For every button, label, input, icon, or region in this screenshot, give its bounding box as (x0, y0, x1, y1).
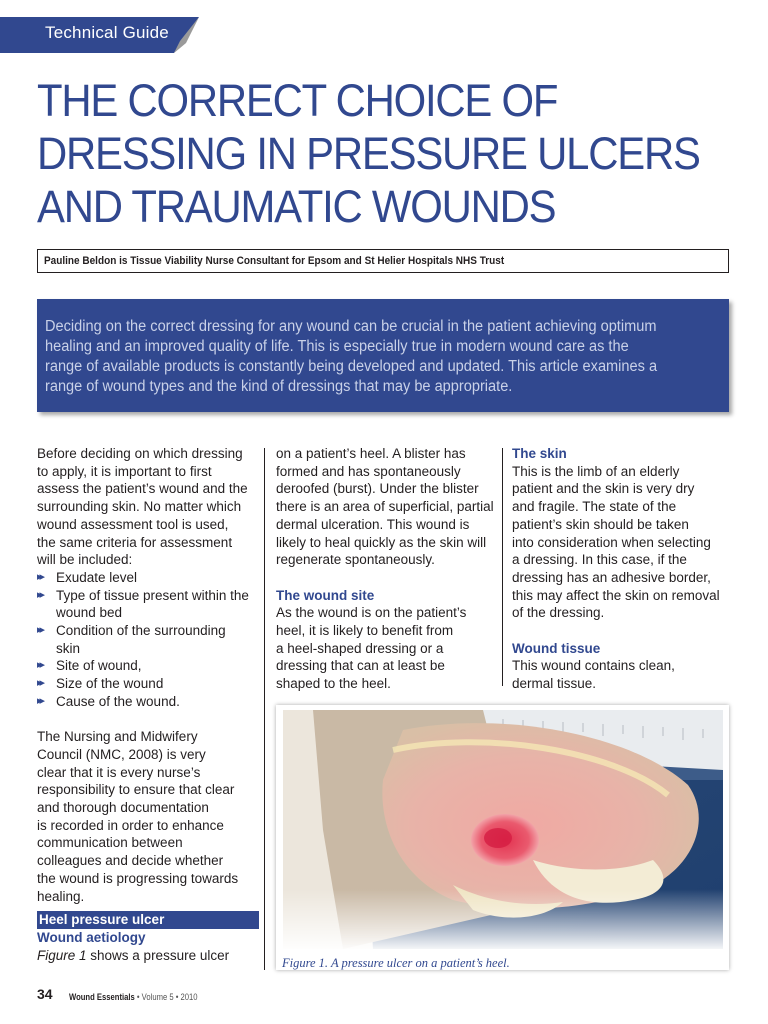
text-line: on a patient’s heel. A blister has (276, 446, 466, 461)
text-line: shaped to the heel. (276, 676, 391, 692)
list-item-text: Size of the wound (56, 676, 164, 692)
list-item-text: Exudate level (56, 569, 138, 585)
list-item-text: wound bed (56, 605, 123, 621)
text-line: dermal tissue. (512, 676, 597, 692)
publication-info (69, 992, 198, 1002)
section-tab (0, 17, 199, 53)
text-line: formed and has spontaneously (276, 463, 461, 479)
title-line: THE CORRECT CHOICE OF (37, 75, 558, 126)
list-item-text: Condition of the surrounding (56, 623, 226, 639)
title-line: AND TRAUMATIC WOUNDS (37, 181, 556, 232)
text-line: dermal ulceration. This wound is (276, 516, 470, 532)
text-line: there is an area of superficial, partial (276, 499, 494, 515)
text-line: As the wound is on the patient’s (276, 605, 467, 621)
text-line: dressing has an adhesive border, (512, 569, 711, 585)
list-item-text: skin (56, 640, 81, 656)
figure-reference: Figure 1 (37, 947, 87, 963)
subheading: The skin (512, 446, 567, 461)
article-title (37, 74, 707, 233)
section-tab-label: Technical Guide (45, 23, 169, 42)
text-line: clear that it is every nurse’s (37, 764, 201, 780)
text-fragment: shows a pressure ulcer (86, 947, 230, 963)
text-line: is recorded in order to enhance (37, 817, 224, 833)
subheading: Wound aetiology (37, 929, 146, 945)
text-line: patient’s skin should be taken (512, 516, 689, 532)
intro-panel (37, 299, 729, 412)
text-line: of the dressing. (512, 605, 605, 621)
subheading: The wound site (276, 587, 375, 603)
text-line (37, 947, 259, 965)
paragraph (512, 463, 734, 622)
page-number: 34 (37, 986, 53, 1002)
title-line: DRESSING IN PRESSURE ULCERS (37, 128, 700, 179)
list-item (37, 622, 259, 657)
list-item (37, 675, 259, 693)
figure-caption: Figure 1. A pressure ulcer on a patient’s heel. (282, 956, 510, 970)
text-line: This wound contains clean, (512, 658, 675, 674)
list-item (37, 587, 259, 622)
list-item-text: Type of tissue present within the (56, 587, 249, 603)
list-item-text: Site of wound, (56, 658, 142, 674)
text-line: will be included: (37, 552, 133, 568)
text-line: to apply, it is important to first (37, 463, 212, 479)
intro-line: range of wound types and the kind of dressings that may be appropriate. (45, 378, 513, 395)
author-box (37, 249, 729, 273)
list-item (37, 693, 259, 711)
text-line: surrounding skin. No matter which (37, 499, 242, 515)
intro-text (45, 317, 722, 397)
column-1 (37, 445, 259, 964)
issue-details: • Volume 5 • 2010 (134, 992, 198, 1002)
page-curl-icon (174, 17, 199, 53)
text-line: colleagues and decide whether (37, 853, 224, 869)
heel-ulcer-photo (283, 710, 723, 949)
paragraph (37, 728, 259, 905)
text-line: The Nursing and Midwifery (37, 729, 198, 745)
text-line: this may affect the skin on removal (512, 587, 720, 603)
text-line: a heel-shaped dressing or a (276, 640, 444, 656)
intro-line: range of available products is constantly being developed and updated. This article examines a (45, 358, 658, 375)
text-line: healing. (37, 888, 85, 904)
column-divider (502, 448, 503, 686)
text-line: and fragile. The state of the (512, 499, 677, 515)
column-3 (512, 445, 734, 693)
text-line: Council (NMC, 2008) is very (37, 746, 206, 762)
text-line: the wound is progressing towards (37, 870, 239, 886)
text-line: into consideration when selecting (512, 534, 711, 550)
paragraph (37, 445, 259, 569)
publication-name: Wound Essentials (69, 992, 135, 1002)
author-line: Pauline Beldon is Tissue Viability Nurse Consultant for Epsom and St Helier Hospitals NHS Trust (44, 255, 505, 267)
text-line: communication between (37, 835, 183, 851)
spacer (276, 569, 498, 587)
text-line: the same criteria for assessment (37, 534, 233, 550)
text-line: a dressing. In this case, if the (512, 552, 687, 568)
paragraph (276, 604, 498, 693)
list-item (37, 657, 259, 675)
text-line: and thorough documentation (37, 800, 209, 816)
text-line: dressing that can at least be (276, 658, 445, 674)
intro-line: Deciding on the correct dressing for any wound can be crucial in the patient achieving optimum (45, 318, 657, 335)
subheading: Wound tissue (512, 640, 601, 656)
text-line: deroofed (burst). Under the blister (276, 481, 479, 497)
list-item (37, 569, 259, 587)
figure-1 (276, 705, 729, 970)
assessment-criteria-list (37, 569, 259, 711)
text-line: wound assessment tool is used, (37, 516, 229, 532)
column-divider (264, 448, 265, 970)
text-line: This is the limb of an elderly (512, 463, 680, 479)
paragraph (276, 445, 498, 569)
text-line: regenerate spontaneously. (276, 552, 435, 568)
column-2 (276, 445, 498, 693)
spacer (37, 711, 259, 729)
text-line: Before deciding on which dressing (37, 446, 243, 461)
text-line: likely to heal quickly as the skin will (276, 534, 487, 550)
text-line: responsibility to ensure that clear (37, 782, 235, 798)
spacer (512, 622, 734, 640)
text-line: heel, it is likely to benefit from (276, 623, 454, 639)
text-line: patient and the skin is very dry (512, 481, 695, 497)
paragraph (512, 657, 734, 692)
text-line: assess the patient’s wound and the (37, 481, 248, 497)
section-heading-bar: Heel pressure ulcer (37, 911, 259, 929)
intro-line: healing and an improved quality of life. This is especially true in modern wound care as the (45, 338, 629, 355)
list-item-text: Cause of the wound. (56, 693, 180, 709)
